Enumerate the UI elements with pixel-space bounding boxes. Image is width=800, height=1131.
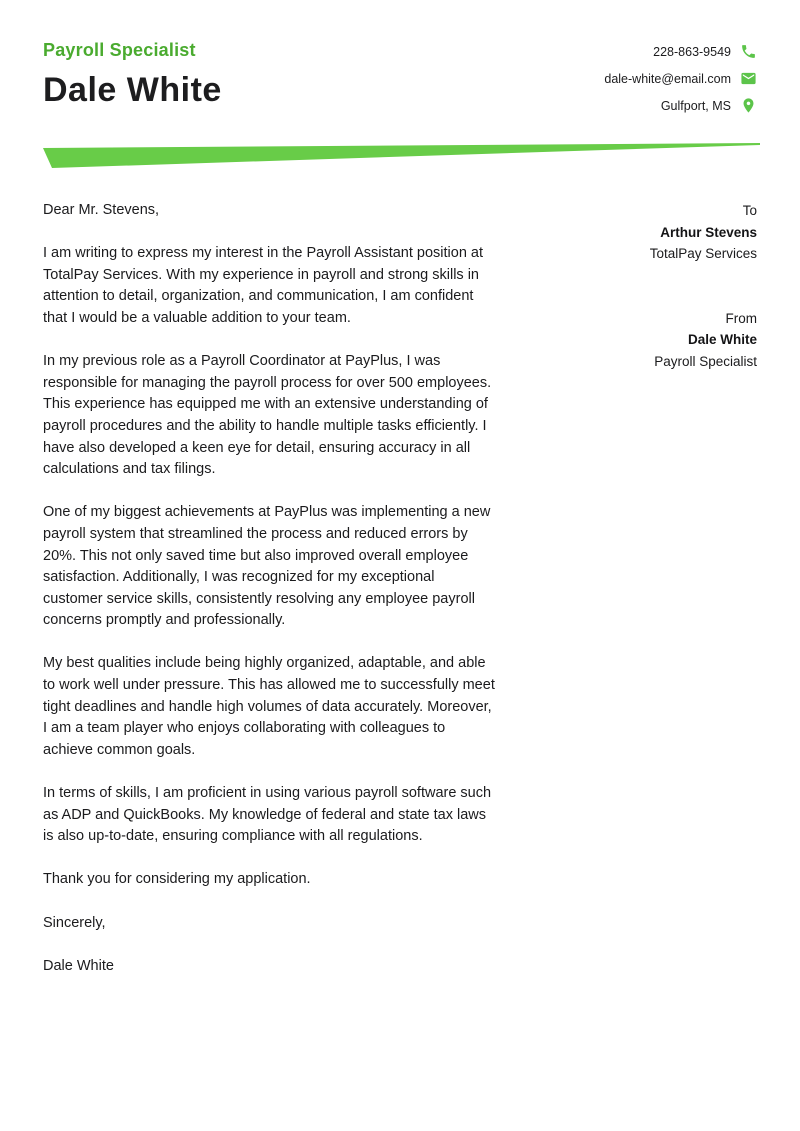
- envelope-icon: [740, 70, 757, 87]
- location-pin-icon: [740, 97, 757, 114]
- contact-info: [604, 43, 757, 114]
- signature-name: Dale White: [43, 957, 114, 974]
- contact-email-row: [604, 70, 757, 87]
- contact-location-row: [604, 97, 757, 114]
- recipient-company: TotalPay Services: [649, 246, 757, 261]
- email-address: dale-white@email.com: [604, 71, 731, 86]
- from-block: [650, 308, 757, 373]
- header-titles: [43, 40, 222, 110]
- letter-content: [43, 200, 757, 977]
- recipient-name: Arthur Stevens: [660, 224, 757, 240]
- contact-phone-row: [604, 43, 757, 60]
- location-text: Gulfport, MS: [660, 98, 731, 113]
- closing-line: Sincerely,: [43, 914, 106, 931]
- header: [43, 40, 757, 114]
- sender-title: Payroll Specialist: [654, 353, 757, 369]
- person-name: Dale White: [43, 71, 222, 109]
- sender-name: Dale White: [687, 332, 757, 347]
- salutation: Dear Mr. Stevens,: [43, 202, 160, 218]
- paragraph-1: I am writing to express my interest in the Payroll Assistant position at TotalPay Services. With my experience in payroll and strong skills in attention to detail, organization, and communication, I am confident that I would be a valuable addition to your team.: [43, 245, 484, 326]
- letter-body: [43, 200, 495, 977]
- paragraph-3: One of my biggest achievements at PayPlus was implementing a new payroll system that streamlined the process and reduced errors by 20%. This not only saved time but also improved overall employee satisfaction. Additionally, I was recognized for my exceptional customer service skills, consistently resolving any employee payroll concerns promptly and professionally.: [43, 504, 491, 629]
- paragraph-2: In my previous role as a Payroll Coordinator at PayPlus, I was responsible for managing the payroll process for over 500 employees. This experience has equipped me with an extensive understanding of payroll procedures and the ability to handle multiple tasks efficiently. I have also developed a keen eye for detail, ensuring accuracy in all calculations and tax filings.: [43, 353, 492, 478]
- addressee-panel: [650, 200, 757, 372]
- paragraph-5: In terms of skills, I am proficient in using various payroll software such as ADP and QuickBooks. My knowledge of federal and state tax laws is also up-to-date, ensuring compliance with all regulations.: [43, 785, 492, 845]
- phone-number: 228-863-9549: [653, 44, 731, 59]
- job-title: Payroll Specialist: [43, 40, 196, 60]
- phone-icon: [740, 43, 757, 60]
- accent-divider-bar: [43, 142, 760, 169]
- to-label: To: [742, 203, 757, 218]
- paragraph-4: My best qualities include being highly organized, adaptable, and able to work well under pressure. This has allowed me to successfully meet tight deadlines and handle high volumes of data accurately. Moreover, I am a team player who enjoys collaborating with colleagues to achieve common goals.: [43, 655, 495, 758]
- from-label: From: [725, 310, 757, 326]
- to-block: [650, 200, 757, 265]
- thank-you-line: Thank you for considering my application.: [43, 871, 311, 888]
